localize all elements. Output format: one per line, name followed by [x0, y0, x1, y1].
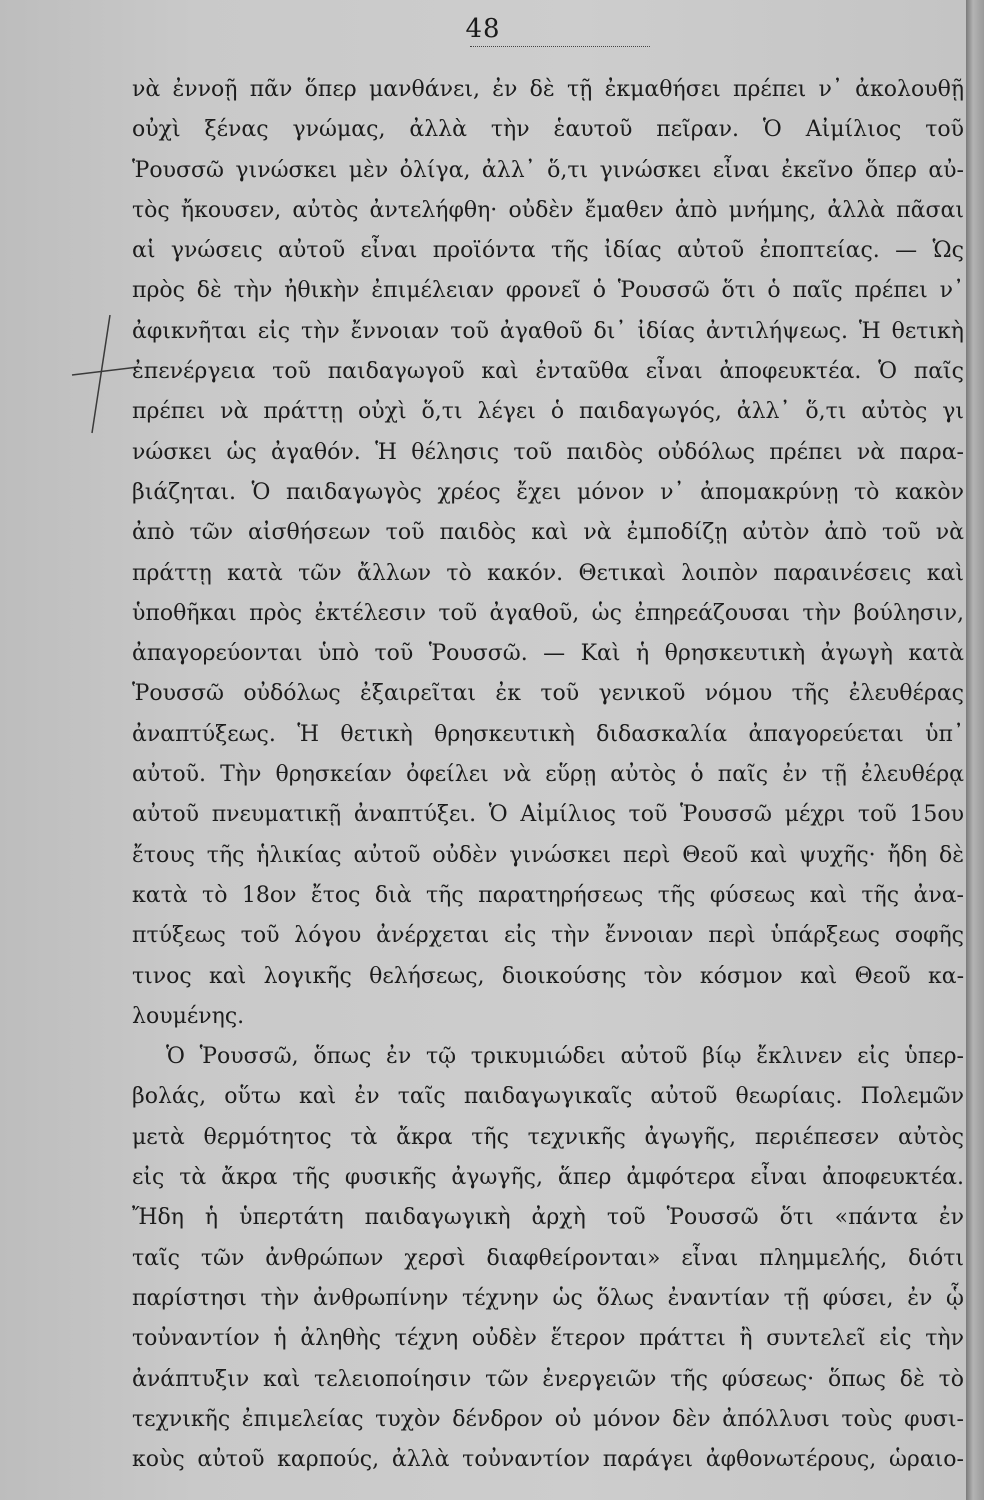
- text-line: πτύξεως τοῦ λόγου ἀνέρχεται εἰς τὴν ἔννοιαν περὶ ὑπάρξεως σοφῆς: [132, 923, 964, 949]
- page-number: 48: [465, 14, 501, 44]
- text-line: αἱ γνώσεις αὐτοῦ εἶναι προϊόντα τῆς ἰδίας αὐτοῦ ἐποπτείας. — Ὡς: [132, 238, 964, 264]
- text-line: πράττῃ κατὰ τῶν ἄλλων τὸ κακόν. Θετικαὶ λοιπὸν παραινέσεις καὶ: [132, 560, 964, 586]
- body-text: [132, 70, 964, 1480]
- text-line: ἀνάπτυξιν καὶ τελειοποίησιν τῶν ἐνεργειῶν τῆς φύσεως· ὅπως δὲ τὸ: [132, 1366, 964, 1392]
- text-line: τοὐναντίον ἡ ἀληθὴς τέχνη οὐδὲν ἕτερον πράττει ἢ συντελεῖ εἰς τὴν: [132, 1326, 964, 1352]
- text-line: αὐτοῦ. Τὴν θρησκείαν ὀφείλει νὰ εὕρῃ αὐτὸς ὁ παῖς ἐν τῇ ἐλευθέρᾳ: [132, 762, 964, 788]
- text-line: τεχνικῆς ἐπιμελείας τυχὸν δένδρον οὐ μόνον δὲν ἀπόλλυσι τοὺς φυσι-: [132, 1406, 964, 1432]
- text-line: νώσκει ὡς ἀγαθόν. Ἡ θέλησις τοῦ παιδὸς οὐδόλως πρέπει νὰ παρα-: [132, 439, 964, 465]
- page-number-rule: [470, 46, 650, 47]
- text-line: ἀπὸ τῶν αἰσθήσεων τοῦ παιδὸς καὶ νὰ ἐμποδίζῃ αὐτὸν ἀπὸ τοῦ νὰ: [132, 520, 964, 546]
- text-line: κατὰ τὸ 18ον ἔτος διὰ τῆς παρατηρήσεως τῆς φύσεως καὶ τῆς ἀνα-: [132, 882, 964, 908]
- pencil-cross-mark: [70, 315, 140, 435]
- text-line: ἀναπτύξεως. Ἡ θετικὴ θρησκευτικὴ διδασκαλία ἀπαγορεύεται ὑπ᾽: [132, 721, 964, 747]
- text-line: τὸς ἤκουσεν, αὐτὸς ἀντελήφθη· οὐδὲν ἔμαθεν ἀπὸ μνήμης, ἀλλὰ πᾶσαι: [132, 197, 964, 223]
- text-line: τινος καὶ λογικῆς θελήσεως, διοικούσης τὸν κόσμον καὶ Θεοῦ κα-: [132, 963, 964, 989]
- text-line: λουμένης.: [132, 1003, 245, 1029]
- text-line: αὐτοῦ πνευματικῇ ἀναπτύξει. Ὁ Αἰμίλιος τοῦ Ῥουσσῶ μέχρι τοῦ 15ου: [132, 802, 964, 828]
- text-line: ἔτους τῆς ἡλικίας αὐτοῦ οὐδὲν γινώσκει περὶ Θεοῦ καὶ ψυχῆς· ἤδη δὲ: [132, 842, 964, 868]
- text-line: βιάζηται. Ὁ παιδαγωγὸς χρέος ἔχει μόνον ν᾽ ἀπομακρύνῃ τὸ κακὸν: [132, 479, 964, 505]
- text-line: παρίστησι τὴν ἀνθρωπίνην τέχνην ὡς ὅλως ἐναντίαν τῇ φύσει, ἐν ᾧ: [132, 1285, 964, 1311]
- text-line: Ῥουσσῶ οὐδόλως ἐξαιρεῖται ἐκ τοῦ γενικοῦ νόμου τῆς ἐλευθέρας: [132, 681, 964, 707]
- text-line: ἀφικνῆται εἰς τὴν ἔννοιαν τοῦ ἀγαθοῦ δι᾽ ἰδίας ἀντιλήψεως. Ἡ θετικὴ: [132, 318, 964, 344]
- text-line: οὐχὶ ξένας γνώμας, ἀλλὰ τὴν ἑαυτοῦ πεῖραν. Ὁ Αἰμίλιος τοῦ: [132, 117, 964, 143]
- text-line: ταῖς τῶν ἀνθρώπων χερσὶ διαφθείρονται» εἶναι πλημμελής, διότι: [132, 1245, 964, 1271]
- page-edge-shadow: [966, 0, 984, 1500]
- text-line: βολάς, οὕτω καὶ ἐν ταῖς παιδαγωγικαῖς αὐτοῦ θεωρίαις. Πολεμῶν: [132, 1084, 964, 1110]
- text-line: ὑποθῆκαι πρὸς ἐκτέλεσιν τοῦ ἀγαθοῦ, ὡς ἐπηρεάζουσαι τὴν βούλησιν,: [132, 600, 964, 626]
- text-line: ἐπενέργεια τοῦ παιδαγωγοῦ καὶ ἐνταῦθα εἶναι ἀποφευκτέα. Ὁ παῖς: [132, 359, 964, 385]
- text-line: ἀπαγορεύονται ὑπὸ τοῦ Ῥουσσῶ. — Καὶ ἡ θρησκευτικὴ ἀγωγὴ κατὰ: [132, 641, 964, 667]
- text-line: εἰς τὰ ἄκρα τῆς φυσικῆς ἀγωγῆς, ἅπερ ἀμφότερα εἶναι ἀποφευκτέα.: [132, 1165, 964, 1191]
- text-line: Ῥουσσῶ γινώσκει μὲν ὀλίγα, ἀλλ᾽ ὅ,τι γινώσκει εἶναι ἐκεῖνο ὅπερ αὐ-: [132, 157, 964, 183]
- text-line: κοὺς αὐτοῦ καρπούς, ἀλλὰ τοὐναντίον παράγει ἀφθονωτέρους, ὡραιο-: [132, 1447, 964, 1473]
- text-line: Ὁ Ῥουσσῶ, ὅπως ἐν τῷ τρικυμιώδει αὐτοῦ βίῳ ἔκλινεν εἰς ὑπερ-: [166, 1044, 964, 1070]
- text-line: Ἤδη ἡ ὑπερτάτη παιδαγωγικὴ ἀρχὴ τοῦ Ῥουσσῶ ὅτι «πάντα ἐν: [132, 1205, 964, 1231]
- text-line: νὰ ἐννοῇ πᾶν ὅπερ μανθάνει, ἐν δὲ τῇ ἐκμαθήσει πρέπει ν᾽ ἀκολουθῇ: [132, 77, 964, 102]
- text-line: πρὸς δὲ τὴν ἠθικὴν ἐπιμέλειαν φρονεῖ ὁ Ῥουσσῶ ὅτι ὁ παῖς πρέπει ν᾽: [132, 278, 964, 304]
- text-line: πρέπει νὰ πράττῃ οὐχὶ ὅ,τι λέγει ὁ παιδαγωγός, ἀλλ᾽ ὅ,τι αὐτὸς γι: [132, 399, 964, 425]
- text-line: μετὰ θερμότητος τὰ ἄκρα τῆς τεχνικῆς ἀγωγῆς, περιέπεσεν αὐτὸς: [132, 1124, 964, 1150]
